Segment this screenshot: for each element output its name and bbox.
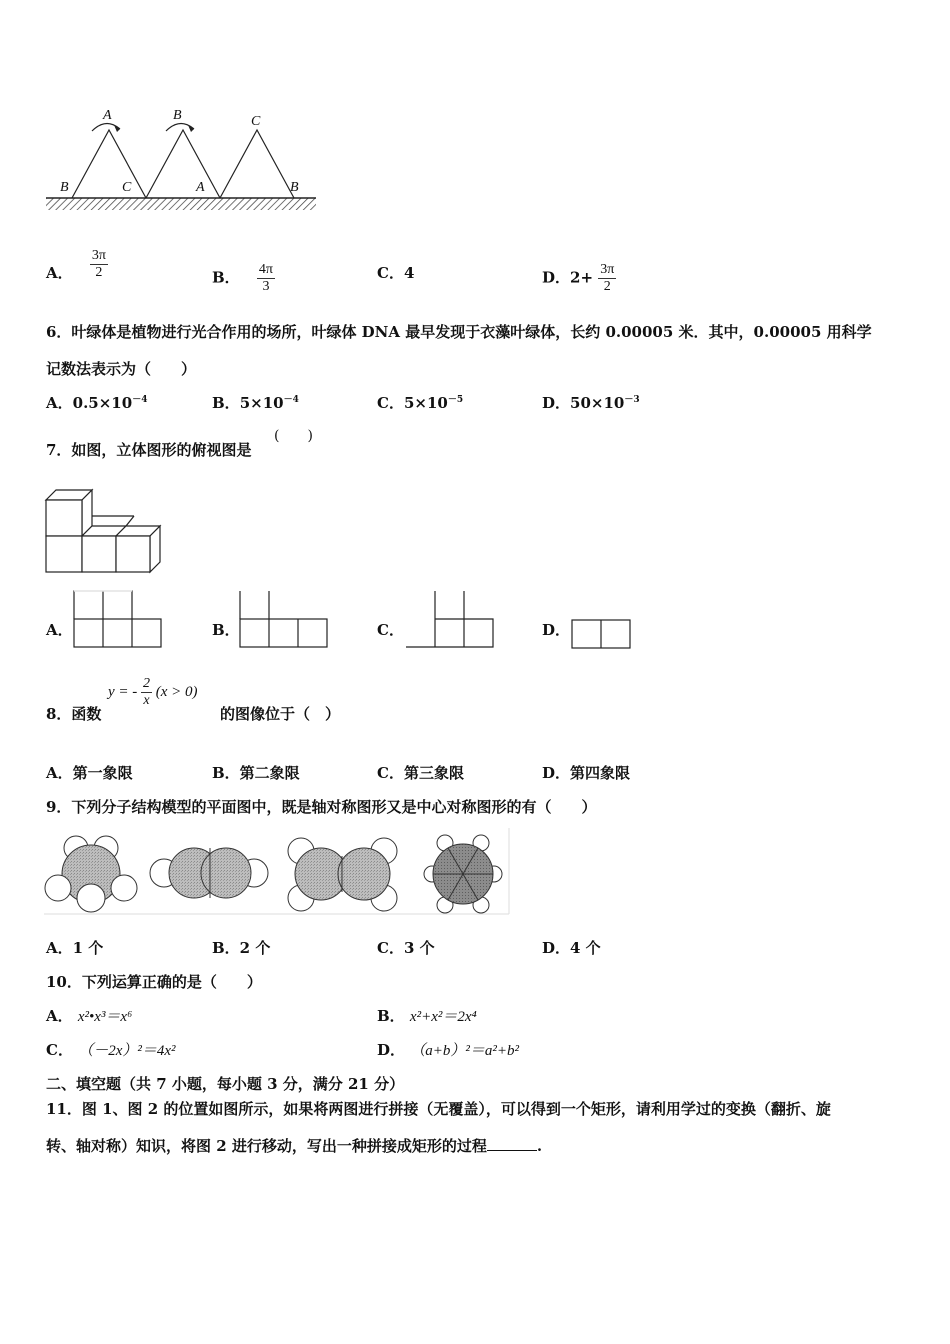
q10-option-b[interactable]: B． x²+x²＝2x⁴ <box>377 1007 477 1025</box>
figure-label-c-top: C <box>251 114 261 129</box>
q6-option-b[interactable]: B．$5\times 10^{-4}$ <box>212 394 299 412</box>
figure-label-a-bottom: A <box>196 180 205 195</box>
figure-label-b-right: B <box>290 180 299 195</box>
q7-stem: 7．如图，立体图形的俯视图是 <box>46 441 252 459</box>
q8-option-a[interactable]: A．第一象限 <box>46 764 133 782</box>
q6-stem-line1: 6．叶绿体是植物进行光合作用的场所，叶绿体 DNA 最早发现于衣藻叶绿体，长约 0.00005 米．其中，0.00005 用科学 <box>46 323 872 341</box>
rolling-triangle-figure <box>40 105 340 225</box>
q5-option-a[interactable]: A． $\frac{3\pi}{2}$ <box>46 247 106 282</box>
figure-label-b-left: B <box>60 180 69 195</box>
q8-option-d[interactable]: D．第四象限 <box>542 764 631 782</box>
q11-stem-line2: 转、轴对称）知识，将图 2 进行移动，写出一种拼接成矩形的过程 . <box>46 1137 543 1155</box>
q11-answer-blank[interactable] <box>487 1136 537 1151</box>
q6-option-d[interactable]: D．$50\times 10^{-3}$ <box>542 394 640 412</box>
q9-molecule-figures <box>44 828 514 918</box>
molecule-3 <box>288 838 397 911</box>
q7-option-c-label[interactable]: C． <box>377 621 404 639</box>
q7-option-d-figure[interactable] <box>570 618 634 650</box>
molecule-4 <box>424 835 502 913</box>
q8-option-b[interactable]: B．第二象限 <box>212 764 300 782</box>
q7-paren: ( ) <box>274 428 313 444</box>
molecule-1 <box>45 836 137 912</box>
figure-label-b-top: B <box>173 108 182 123</box>
q7-option-a-label[interactable]: A． <box>46 621 73 639</box>
q7-option-a-figure[interactable] <box>72 589 162 649</box>
q9-option-b[interactable]: B．2 个 <box>212 939 271 957</box>
q10-option-d[interactable]: D． （a+b）²＝a²+b² <box>377 1041 519 1059</box>
figure-label-c-bottom: C <box>122 180 132 195</box>
q7-option-d-label[interactable]: D． <box>542 621 571 639</box>
q10-stem: 10．下列运算正确的是（ ） <box>46 973 262 991</box>
q10-option-a[interactable]: A． x²•x³＝x⁶ <box>46 1007 133 1025</box>
q9-option-a[interactable]: A．1 个 <box>46 939 104 957</box>
q10-option-c[interactable]: C． （－2x）²＝4x² <box>46 1041 176 1059</box>
q9-option-c[interactable]: C．3 个 <box>377 939 435 957</box>
q5-option-b[interactable]: B． $\frac{4\pi}{3}$ <box>212 262 273 294</box>
q6-option-c[interactable]: C．$5\times 10^{-5}$ <box>377 394 464 412</box>
q5-option-c[interactable]: C．4 <box>377 264 415 282</box>
q9-option-d[interactable]: D．4 个 <box>542 939 601 957</box>
figure-label-a-top: A <box>103 108 112 123</box>
q7-cube-figure <box>44 486 174 578</box>
section2-title: 二、填空题（共 7 小题，每小题 3 分，满分 21 分） <box>46 1075 405 1093</box>
q11-stem-line1: 11．图 1、图 2 的位置如图所示，如果将两图进行拼接（无覆盖），可以得到一个矩形，请利用学过的变换（翻折、旋 <box>46 1100 831 1118</box>
q8-stem-prefix: 8．函数 <box>46 705 102 723</box>
molecule-2 <box>150 848 268 898</box>
q7-option-c-figure[interactable] <box>404 589 494 649</box>
q5-option-d[interactable]: D．2+ $\frac{3\pi}{2}$ <box>542 262 615 294</box>
q7-option-b-label[interactable]: B． <box>212 621 240 639</box>
q8-formula: y = - $\frac{2}{x}$ (x > 0) <box>108 676 198 708</box>
q8-stem-suffix: 的图像位于（ ） <box>220 705 341 723</box>
q6-stem-line2: 记数法表示为（ ） <box>46 360 197 378</box>
q6-option-a[interactable]: A．$0.5\times 10^{-4}$ <box>46 394 148 412</box>
q7-option-b-figure[interactable] <box>238 589 328 649</box>
q8-option-c[interactable]: C．第三象限 <box>377 764 464 782</box>
q9-stem: 9．下列分子结构模型的平面图中，既是轴对称图形又是中心对称图形的有（ ） <box>46 798 597 816</box>
